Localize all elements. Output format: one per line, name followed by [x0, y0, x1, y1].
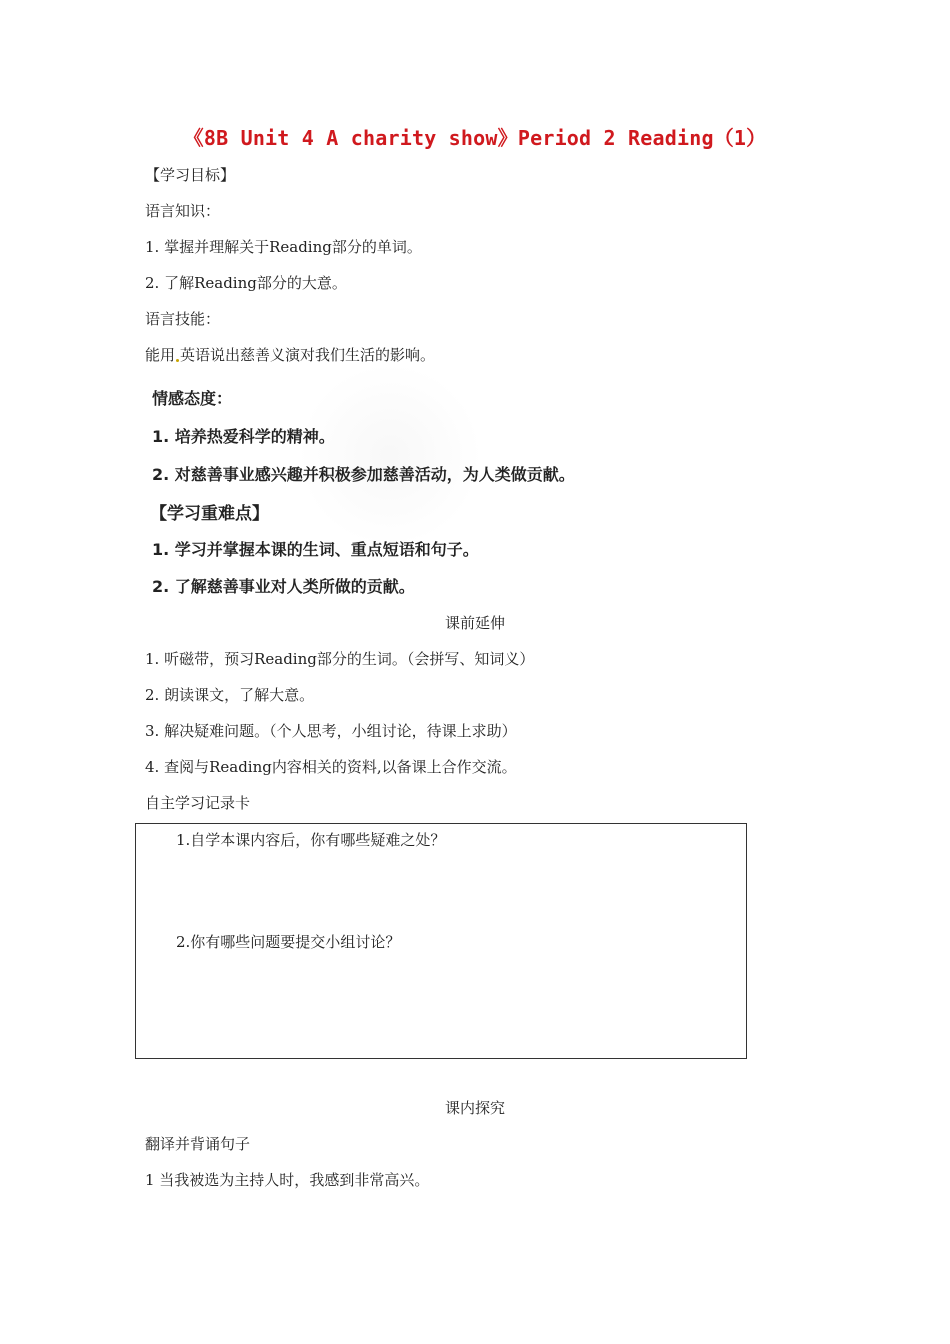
record-card-box — [135, 823, 747, 1059]
preview-heading: 课前延伸 — [444, 614, 505, 632]
objectives-heading: 【学习目标】 — [145, 166, 236, 184]
key-point-item: 1. 学习并掌握本课的生词、重点短语和句子。 — [152, 540, 479, 559]
key-points-heading: 【学习重难点】 — [150, 504, 269, 524]
in-class-heading: 课内探究 — [444, 1099, 505, 1117]
dot-mark — [176, 359, 179, 362]
sentence-item: 1 当我被选为主持人时，我感到非常高兴。 — [145, 1171, 430, 1189]
knowledge-item: 1. 掌握并理解关于Reading部分的单词。 — [145, 238, 422, 256]
task-label: 翻译并背诵句子 — [145, 1135, 251, 1153]
preview-item: 3. 解决疑难问题。（个人思考，小组讨论，待课上求助） — [145, 722, 517, 740]
attitude-item: 1. 培养热爱科学的精神。 — [152, 427, 335, 446]
skills-text — [145, 344, 435, 365]
language-knowledge-label: 语言知识： — [145, 202, 221, 220]
attitude-item: 2. 对慈善事业感兴趣并积极参加慈善活动，为人类做贡献。 — [152, 465, 575, 484]
knowledge-item: 2. 了解Reading部分的大意。 — [145, 274, 347, 292]
preview-item: 2. 朗读课文，了解大意。 — [145, 686, 315, 704]
preview-item: 4. 查阅与Reading内容相关的资料,以备课上合作交流。 — [145, 758, 517, 776]
card-question: 2.你有哪些问题要提交小组讨论？ — [176, 933, 401, 951]
key-point-item: 2. 了解慈善事业对人类所做的贡献。 — [152, 577, 415, 596]
attitude-label: 情感态度： — [152, 389, 233, 408]
language-skills-label: 语言技能： — [145, 310, 221, 328]
preview-item: 1. 听磁带，预习Reading部分的生词。（会拼写、知词义） — [145, 650, 535, 668]
document-title: 《8B Unit 4 A charity show》Period 2 Reading（1） — [183, 126, 767, 150]
record-card-label: 自主学习记录卡 — [145, 794, 251, 812]
skills-text-part: 英语说出慈善义演对我们生活的影响。 — [180, 346, 436, 364]
card-question: 1.自学本课内容后，你有哪些疑难之处？ — [176, 831, 446, 849]
skills-text-part: 能用 — [145, 346, 176, 364]
